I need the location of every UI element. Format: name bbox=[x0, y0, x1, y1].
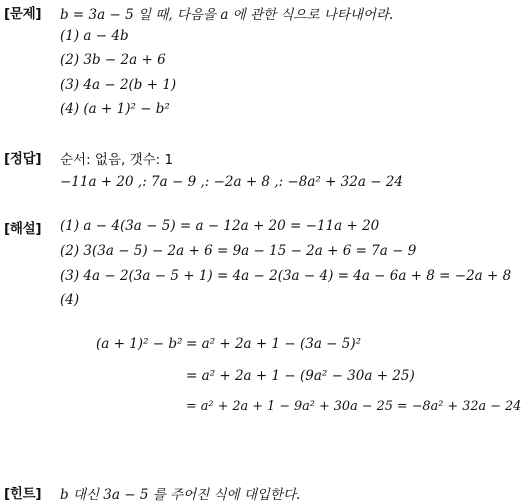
problem-label: [문제] bbox=[4, 6, 42, 22]
derivation-row-1: = a² + 2a + 1 − (3a − 5)² bbox=[186, 336, 362, 352]
solution-item-4: (4) bbox=[60, 292, 80, 308]
problem-statement: b = 3a − 5 일 때, 다음을 a 에 관한 식으로 나타내어라. bbox=[60, 7, 394, 23]
answer-label: [정답] bbox=[4, 151, 42, 167]
answer-meta: 순서: 없음, 갯수: 1 bbox=[60, 152, 174, 168]
derivation-row-2: = a² + 2a + 1 − (9a² − 30a + 25) bbox=[186, 368, 415, 384]
derivation-row-3: = a² + 2a + 1 − 9a² + 30a − 25 = −8a² + 32a − 24 bbox=[186, 399, 522, 414]
problem-item-2: (2) 3b − 2a + 6 bbox=[60, 52, 166, 68]
solution-item-1: (1) a − 4(3a − 5) = a − 12a + 20 = −11a + 20 bbox=[60, 218, 380, 234]
problem-item-1: (1) a − 4b bbox=[60, 28, 129, 44]
problem-item-4: (4) (a + 1)² − b² bbox=[60, 101, 170, 117]
solution-item-2: (2) 3(3a − 5) − 2a + 6 = 9a − 15 − 2a + 6 = 7a − 9 bbox=[60, 243, 417, 259]
derivation-lhs: (a + 1)² − b² bbox=[96, 336, 183, 352]
solution-item-3: (3) 4a − 2(3a − 5 + 1) = 4a − 2(3a − 4) = 4a − 6a + 8 = −2a + 8 bbox=[60, 268, 512, 284]
answer-values: −11a + 20 ,: 7a − 9 ,: −2a + 8 ,: −8a² + 32a − 24 bbox=[60, 174, 403, 190]
hint-label: [힌트] bbox=[4, 486, 42, 502]
solution-label: [해설] bbox=[4, 221, 42, 237]
problem-item-3: (3) 4a − 2(b + 1) bbox=[60, 77, 177, 93]
hint-text: b 대신 3a − 5 를 주어진 식에 대입한다. bbox=[60, 487, 301, 503]
